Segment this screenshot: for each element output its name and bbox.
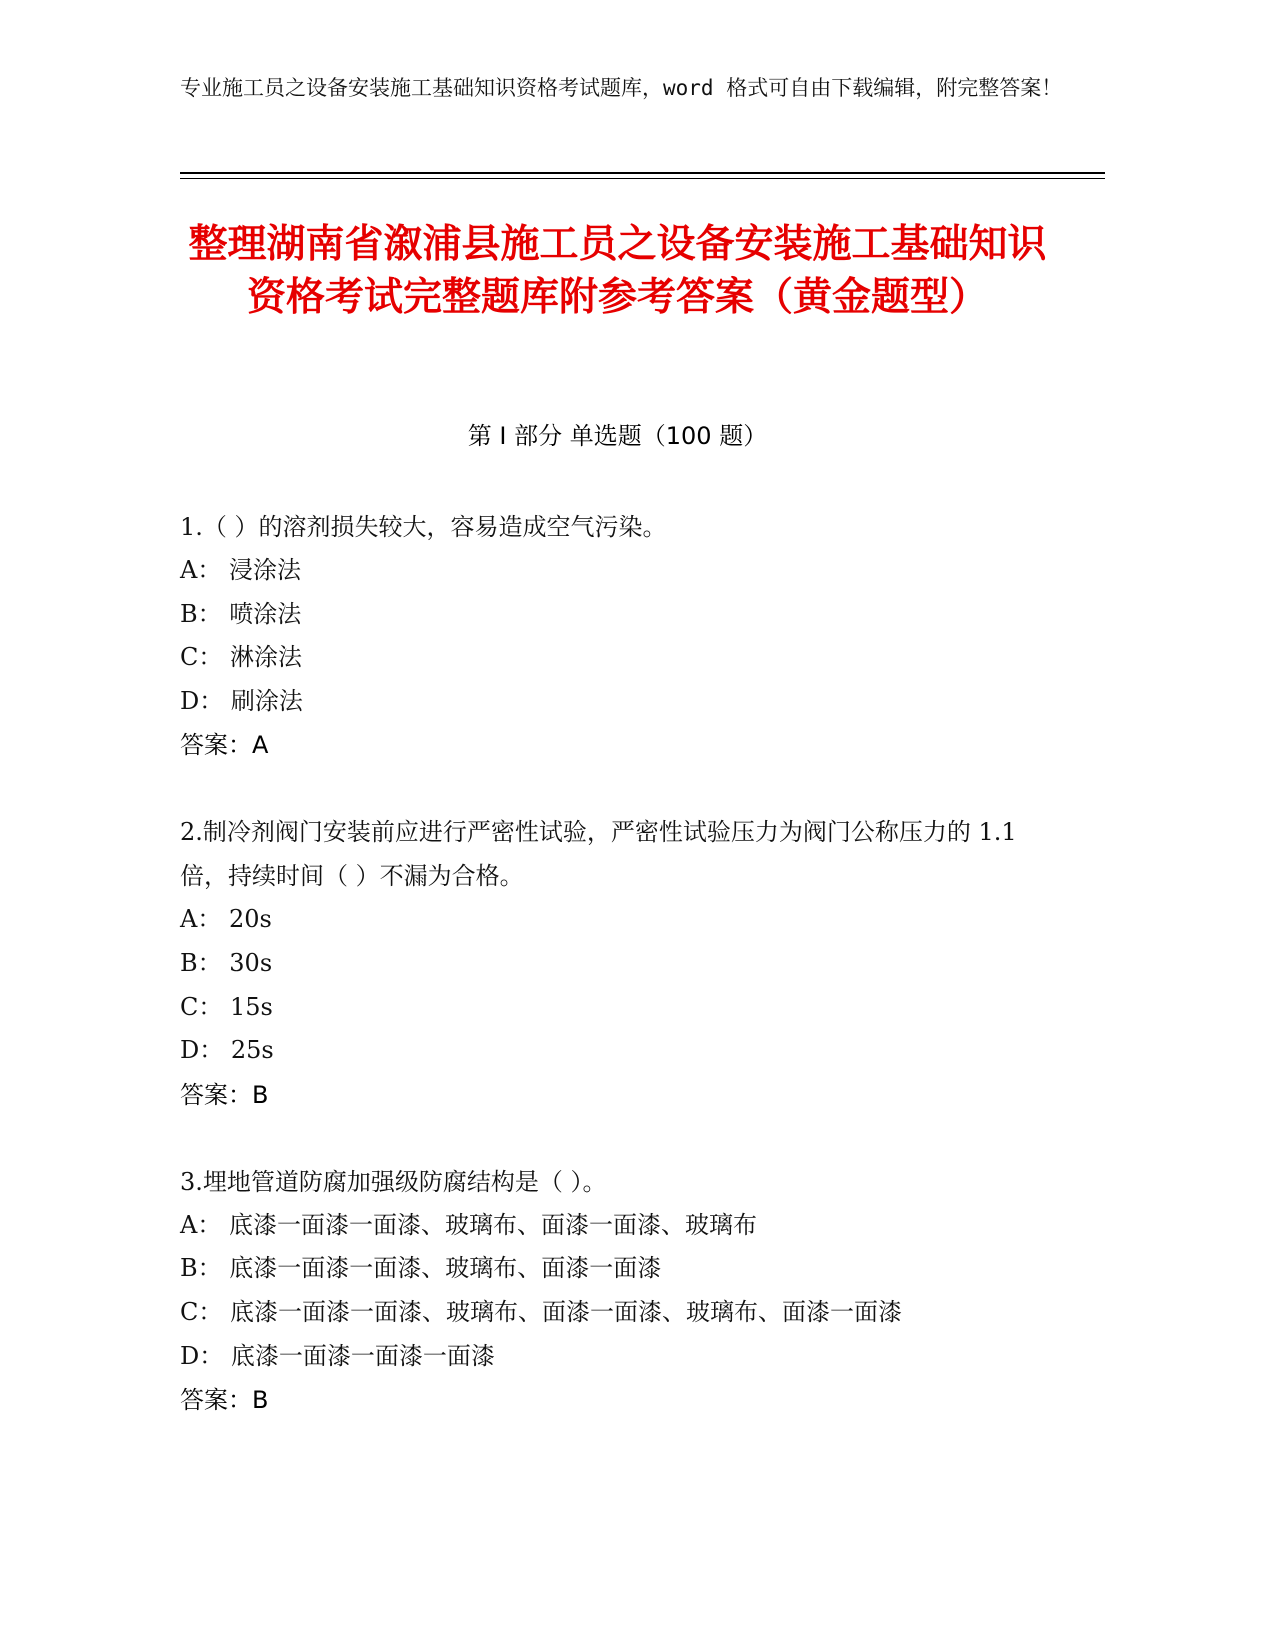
- option-b: B： 喷涂法: [180, 599, 302, 628]
- option-letter: D: [180, 686, 200, 715]
- option-a: A： 浸涂法: [180, 556, 301, 584]
- option-b: B： 底漆一面漆一面漆、玻璃布、面漆一面漆: [180, 1254, 662, 1283]
- option-letter: C: [180, 643, 199, 672]
- option-c: C： 淋涂法: [180, 643, 303, 672]
- option-c: C： 底漆一面漆一面漆、玻璃布、面漆一面漆、玻璃布、面漆一面漆: [180, 1297, 903, 1326]
- option-d: D： 刷涂法: [180, 686, 303, 715]
- header-divider-thick: [180, 172, 1105, 174]
- question-list: [180, 505, 1040, 1465]
- question-stem: 2.制冷剂阀门安装前应进行严密性试验，严密性试验压力为阀门公称压力的 1.1 倍，持续时间（ ）不漏为合格。: [180, 818, 1017, 891]
- option-letter: B: [180, 948, 198, 977]
- option-a: A： 底漆一面漆一面漆、玻璃布、面漆一面漆、玻璃布: [180, 1210, 757, 1239]
- option-d: D： 底漆一面漆一面漆一面漆: [180, 1341, 495, 1370]
- option-text: 15s: [230, 992, 273, 1021]
- option-c: C： 15s: [180, 992, 273, 1021]
- option-letter: C: [180, 992, 199, 1021]
- option-letter: D: [180, 1036, 200, 1065]
- option-text: 20s: [228, 905, 272, 934]
- option-text: 25s: [230, 1036, 274, 1065]
- option-text: 底漆一面漆一面漆、玻璃布、面漆一面漆: [229, 1254, 662, 1283]
- question-1: [180, 505, 1040, 767]
- option-letter: D: [180, 1341, 200, 1370]
- answer-line: 答案：B: [180, 1386, 269, 1415]
- option-a: A： 20s: [180, 905, 272, 934]
- question-3: [180, 1160, 1040, 1422]
- option-text: 底漆一面漆一面漆一面漆: [230, 1341, 495, 1370]
- option-letter: A: [180, 905, 198, 934]
- option-text: 刷涂法: [230, 686, 303, 715]
- option-letter: C: [180, 1297, 199, 1326]
- answer-line: 答案：A: [180, 731, 269, 760]
- section-title: 第 I 部分 单选题（100 题）: [467, 422, 768, 450]
- question-stem: 3.埋地管道防腐加强级防腐结构是（ ）。: [180, 1167, 607, 1196]
- option-letter: A: [180, 556, 198, 584]
- question-2: [180, 810, 1040, 1116]
- option-b: B： 30s: [180, 948, 273, 977]
- header-note: 专业施工员之设备安装施工基础知识资格考试题库，word 格式可自由下载编辑，附完整答案！: [180, 76, 1063, 100]
- answer-line: 答案：B: [180, 1080, 269, 1109]
- option-text: 底漆一面漆一面漆、玻璃布、面漆一面漆、玻璃布、面漆一面漆: [230, 1297, 903, 1326]
- header-divider-thin: [180, 178, 1105, 179]
- document-title: 整理湖南省溆浦县施工员之设备安装施工基础知识资格考试完整题库附参考答案（黄金题型）: [188, 222, 1047, 320]
- option-text: 浸涂法: [228, 556, 301, 584]
- option-d: D： 25s: [180, 1036, 274, 1065]
- question-stem: 1.（ ）的溶剂损失较大，容易造成空气污染。: [180, 513, 667, 541]
- option-letter: A: [180, 1210, 198, 1239]
- option-text: 底漆一面漆一面漆、玻璃布、面漆一面漆、玻璃布: [228, 1210, 757, 1239]
- option-text: 30s: [229, 948, 273, 977]
- option-text: 淋涂法: [230, 643, 303, 672]
- option-letter: B: [180, 1254, 198, 1283]
- option-text: 喷涂法: [229, 599, 302, 628]
- option-letter: B: [180, 599, 198, 628]
